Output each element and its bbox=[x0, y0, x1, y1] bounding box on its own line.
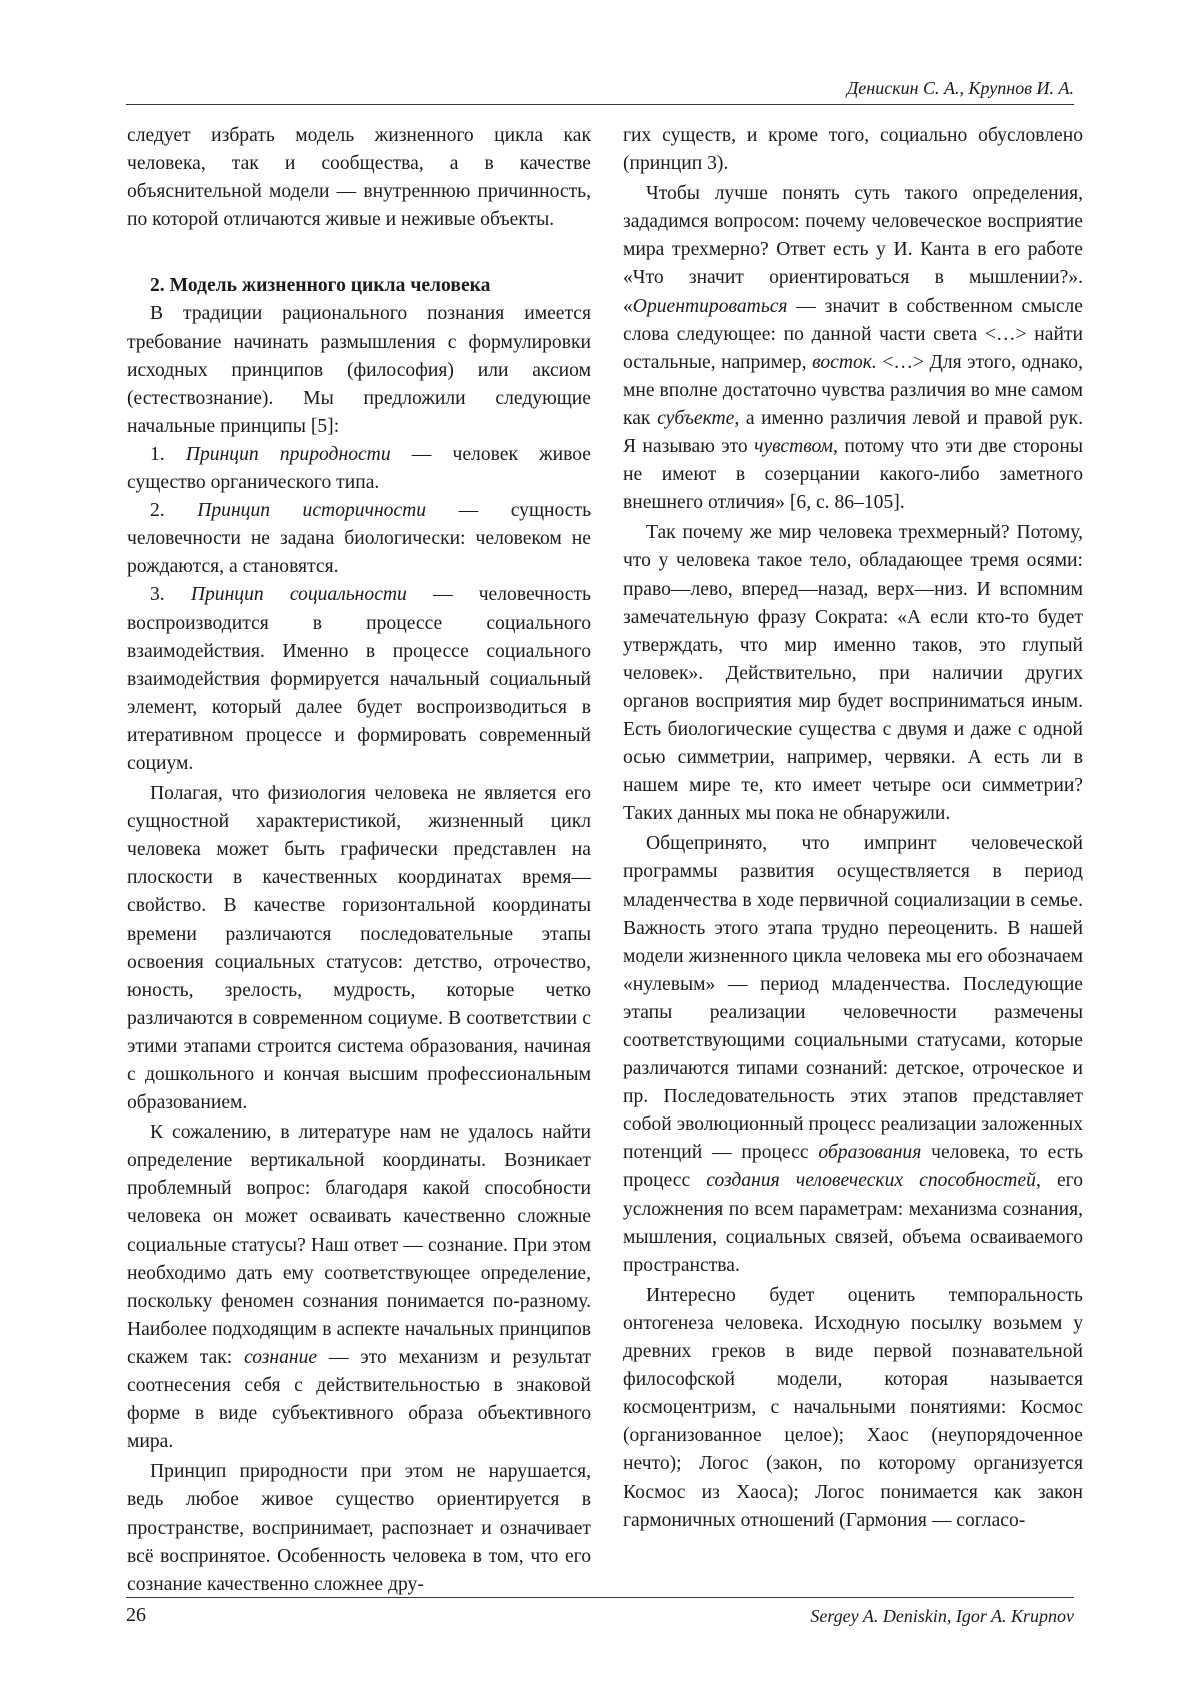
principle-1: 1. Принцип природности — человек живое существо органического типа. bbox=[127, 443, 591, 494]
paragraph: гих существ, и кроме того, социально обусловлено (принцип 3). bbox=[623, 125, 1083, 175]
header-rule bbox=[126, 104, 1074, 105]
paragraph: Общепринято, что импринт человеческой программы развития осуществляется в период младенчества в ходе первичной социализации в семье. Важность этого этапа трудно переоценить. В нашей модели жизненного цикла человека мы его обозначаем «нулевым» — период младенчества. Последующие этапы реализации человечности размечены соответствующими социальными статусами, которые различаются типами сознаний: детское, отроческое и пр. Последовательность этих этапов представляет собой эволюционный процесс реализации заложенных потенций — процесс образования человека, то есть процесс создания человеческих способностей, его усложнения по всем параметрам: механизма сознания, мышления, социальных связей, объема осваиваемого пространства. bbox=[623, 833, 1083, 1276]
paragraph: следует избрать модель жизненного цикла как человека, так и сообщества, а в качестве объяснительной модели — внутреннюю причинность, по которой отличаются живые и неживые объекты. bbox=[127, 125, 591, 231]
principle-3: 3. Принцип социальности — человечность воспроизводится в процессе социального взаимодействия. Именно в процессе социального взаимодействия формируется начальный социальный элемент, который далее будет воспроизводиться в итеративном процессе и формировать современный социум. bbox=[127, 584, 591, 774]
principle-name: Принцип природности bbox=[185, 443, 391, 465]
paragraph: Интересно будет оценить темпоральность онтогенеза человека. Исходную посылку возьмем у древних греков в виде первой познавательной философской модели, которая называется космоцентризм, с начальными понятиями: Космос (организованное целое); Хаос (неупорядоченное нечто); Логос (закон, по которому организуется Космос из Хаоса); Логос понимается как закон гармоничных отношений (Гармония — согласо- bbox=[623, 1284, 1083, 1531]
paragraph: Полагая, что физиология человека не является его сущностной характеристикой, жизненный цикл человека может быть графически представлен на плоскости в качественных координатах время—свойство. В качестве горизонтальной координаты времени различаются последовательные этапы освоения социальных статусов: детство, отрочество, юность, зрелость, мудрость, которые четко различаются в современном социуме. В соответствии с этими этапами строится система образования, начиная с дошкольного и кончая высшим профессиональным образованием. bbox=[127, 783, 591, 1114]
section-heading: 2. Модель жизненного цикла человека bbox=[150, 275, 491, 297]
footer-rule bbox=[126, 1597, 1074, 1598]
italic-term: сознание bbox=[244, 1346, 318, 1368]
page-number: 26 bbox=[126, 1604, 146, 1626]
right-column bbox=[623, 122, 1083, 1535]
principle-name: Принцип социальности bbox=[190, 584, 407, 606]
running-header bbox=[126, 78, 1074, 106]
italic-term: Ориентироваться bbox=[632, 295, 788, 317]
paragraph: Так почему же мир человека трехмерный? Потому, что у человека такое тело, обладающее тремя осями: право—лево, вперед—назад, верх—низ. И вспомним замечательную фразу Сократа: «А если кто-то будет утверждать, что мир именно таков, это глупый человек». Действительно, при наличии других органов восприятия мир будет восприниматься иным. Есть биологические существа с двумя и даже с одной осью симметрии, например, червяки. А есть ли в нашем мире те, кто имеет четыре оси симметрии? Таких данных мы пока не обнаружили. bbox=[623, 522, 1083, 825]
left-column bbox=[127, 122, 591, 1599]
paragraph: Принцип природности при этом не нарушается, ведь любое живое существо ориентируется в пространстве, воспринимает, распознает и означивает всё воспринятое. Особенность человека в том, что его сознание качественно сложнее дру- bbox=[127, 1461, 591, 1595]
principle-name: Принцип историчности bbox=[197, 500, 427, 522]
running-footer: Sergey A. Deniskin, Igor A. Krupnov bbox=[810, 1606, 1074, 1626]
italic-term: чувством, bbox=[754, 436, 838, 458]
principle-2: 2. Принцип историчности — сущность человечности не задана биологически: человеком не рождаются, а становятся. bbox=[127, 500, 591, 578]
paragraph: К сожалению, в литературе нам не удалось найти определение вертикальной координаты. Возникает проблемный вопрос: благодаря какой способности человека он может осваивать качественно сложные социальные статусы? Наш ответ — сознание. При этом необходимо дать ему соответствующее определение, поскольку феномен сознания понимается по-разному. Наиболее подходящим в аспекте начальных принципов скажем так: сознание — это механизм и результат соотнесения себя с действительностью в знаковой форме в виде субъективного образа объективного мира. bbox=[127, 1122, 591, 1453]
italic-term: субъекте, bbox=[657, 407, 740, 429]
paragraph: В традиции рационального познания имеется требование начинать размышления с формулировки исходных принципов (философия) или аксиом (естествознание). Мы предложили следующие начальные принципы [5]: bbox=[127, 303, 591, 437]
header-authors: Денискин С. А., Крупнов И. А. bbox=[846, 78, 1074, 98]
paragraph: Чтобы лучше понять суть такого определения, зададимся вопросом: почему человеческое восприятие мира трехмерно? Ответ есть у И. Канта в его работе «Что значит ориентироваться в мышлении?». «Ориентироваться — значит в собственном смысле слова следующее: по данной части света <…> найти остальные, например, восток. <…> Для этого, однако, мне вполне достаточно чувства различия во мне самом как субъекте, а именно различия левой и правой рук. Я называю это чувством, потому что эти две стороны не имеют в созерцании какого-либо заметного внешнего отличия» [6, с. 86–105]. bbox=[623, 183, 1083, 514]
italic-term: образования bbox=[818, 1142, 922, 1164]
italic-term: восток. bbox=[812, 351, 877, 373]
italic-term: создания человеческих способностей bbox=[706, 1170, 1036, 1192]
